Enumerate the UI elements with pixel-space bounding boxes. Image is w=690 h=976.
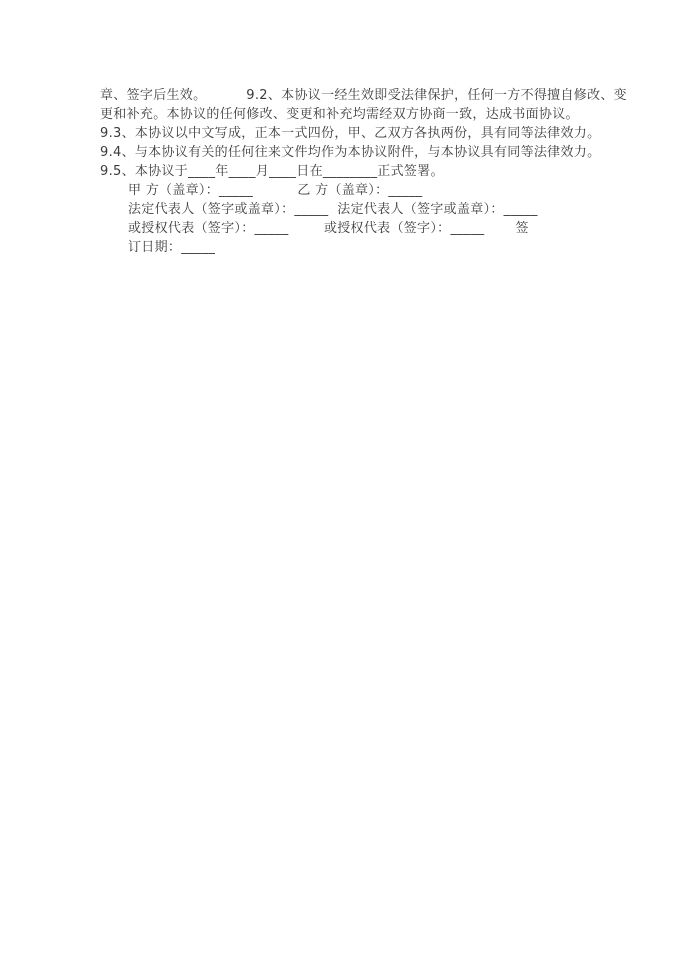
document-line-clause-9-2-end: 更和补充。本协议的任何修改、变更和补充均需经双方协商一致，达成书面协议。 (100, 107, 579, 122)
document-line-party-seals: 甲 方（盖章）：_____ 乙 方（盖章）：_____ (128, 183, 423, 198)
document-line-signing-date: 订日期：_____ (128, 240, 216, 255)
document-line-clause-9-3: 9.3、本协议以中文写成，正本一式四份，甲、乙双方各执两份，具有同等法律效力。 (100, 126, 601, 141)
document-line-clause-9-4: 9.4、与本协议有关的任何往来文件均作为本协议附件，与本协议具有同等法律效力。 (100, 145, 601, 160)
contract-text-block (100, 86, 627, 257)
document-line-authorized-representatives: 或授权代表（签字）：_____ 或授权代表（签字）：_____ 签 (128, 221, 529, 236)
document-line-clause-9-2-start: 章、签字后生效。 9.2、本协议一经生效即受法律保护，任何一方不得擅自修改、变 (100, 88, 627, 103)
document-line-legal-representatives: 法定代表人（签字或盖章）：_____ 法定代表人（签字或盖章）：_____ (128, 202, 538, 217)
document-line-clause-9-5: 9.5、本协议于____年____月____日在________正式签署。 (100, 164, 444, 179)
